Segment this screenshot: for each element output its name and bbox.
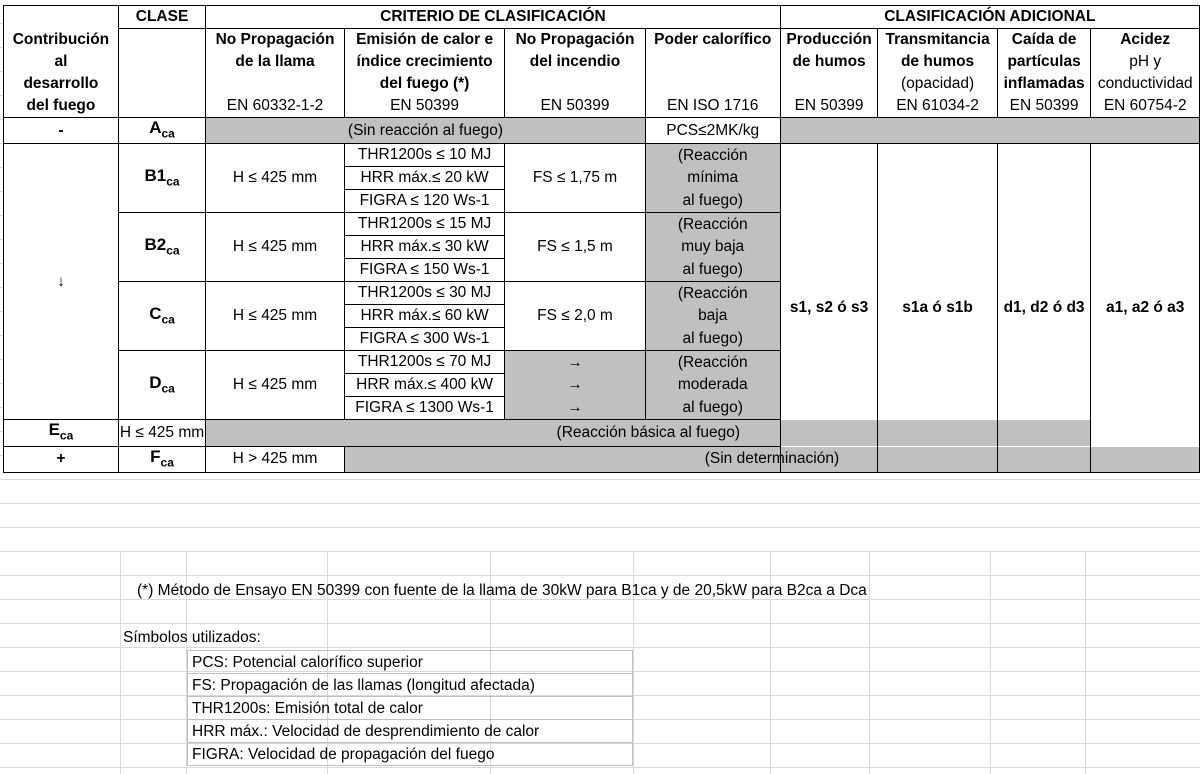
big-down-arrow-icon: ↓ (4, 144, 119, 420)
header-col-8-line-1: Acidez (1091, 29, 1200, 52)
norm-col-1: EN 60332-1-2 (206, 95, 345, 118)
norm-col-5: EN 50399 (780, 95, 878, 118)
b2ca-react-3: al fuego) (645, 259, 780, 282)
header-col-5-line-3 (780, 73, 878, 95)
b1ca-h: H ≤ 425 mm (206, 144, 345, 213)
eca-reaccion-basica: (Reacción básica al fuego) (206, 420, 1091, 446)
dca-figra: FIGRA ≤ 1300 Ws-1 (344, 397, 504, 420)
header-col-3-line-1: No Propagación (505, 29, 645, 52)
symbol-thr: THR1200s: Emisión total de calor (187, 697, 633, 720)
header-col-1-line-3 (206, 73, 345, 95)
cca-figra: FIGRA ≤ 300 Ws-1 (344, 328, 504, 351)
aca-sin-reaccion: (Sin reacción al fuego) (206, 118, 646, 144)
header-col-1-line-2: de la llama (206, 51, 345, 73)
dca-thr: THR1200s ≤ 70 MJ (344, 351, 504, 374)
header-col-4-line-3 (645, 73, 780, 95)
header-col-2-line-2: índice crecimiento (344, 51, 504, 73)
cca-hrr: HRR máx.≤ 60 kW (344, 305, 504, 328)
norm-col-8: EN 60754-2 (1091, 95, 1200, 118)
b2ca-thr: THR1200s ≤ 15 MJ (344, 213, 504, 236)
symbol-figra: FIGRA: Velocidad de propagación del fuego (187, 743, 633, 766)
b2ca-react-1: (Reacción (645, 213, 780, 236)
cca-h: H ≤ 425 mm (206, 282, 345, 351)
dca-react-3: al fuego) (645, 397, 780, 420)
header-col-3-line-2: del incendio (505, 51, 645, 73)
header-col-4-line-1: Poder calorífico (645, 29, 780, 52)
header-clase: CLASE (118, 6, 205, 29)
b2ca-fs: FS ≤ 1,5 m (505, 213, 645, 282)
cca-react-1: (Reacción (645, 282, 780, 305)
cca-react-3: al fuego) (645, 328, 780, 351)
cca-thr: THR1200s ≤ 30 MJ (344, 282, 504, 305)
header-col-8-line-3: conductividad (1091, 73, 1200, 95)
norm-col-4: EN ISO 1716 (645, 95, 780, 118)
header-col-3-line-3 (505, 73, 645, 95)
class-fca: $F_{ca}$ (118, 446, 205, 472)
header-col-1-line-1: No Propagación (206, 29, 345, 52)
classification-table (3, 5, 1200, 473)
dca-arrow-right-icon: → (505, 374, 645, 397)
grid-line (990, 552, 991, 774)
b1ca-figra: FIGRA ≤ 120 Ws-1 (344, 190, 504, 213)
dca-hrr: HRR máx.≤ 400 kW (344, 374, 504, 397)
header-adicional: CLASIFICACIÓN ADICIONAL (780, 6, 1199, 29)
header-col-4-line-2 (645, 51, 780, 73)
class-b2ca: $B2_{ca}$ (118, 213, 205, 282)
header-col-8-line-2: pH y (1091, 51, 1200, 73)
fca-h: H > 425 mm (206, 446, 345, 472)
header-col-7-line-2: partículas (997, 51, 1091, 73)
aca-additional-gray (780, 118, 1199, 144)
additional-opacidad: s1a ó s1b (878, 144, 997, 473)
dca-arrow-right-icon: → (505, 351, 645, 374)
class-dca: $D_{ca}$ (118, 351, 205, 420)
header-col-7-line-1: Caída de (997, 29, 1091, 52)
dca-react-2: moderada (645, 374, 780, 397)
header-contribucion-1: Contribución (4, 29, 119, 52)
cca-react-2: baja (645, 305, 780, 328)
header-col-5-line-1: Producción (780, 29, 878, 52)
norm-col-7: EN 50399 (997, 95, 1091, 118)
grid-line (869, 552, 870, 774)
b2ca-figra: FIGRA ≤ 150 Ws-1 (344, 259, 504, 282)
footnote: (*) Método de Ensayo EN 50399 con fuente de la llama de 30kW para B1ca y de 20,5kW para B2ca a Dca (137, 582, 867, 599)
header-col-2-line-1: Emisión de calor e (344, 29, 504, 52)
symbol-pcs: PCS: Potencial calorífico superior (187, 651, 633, 674)
contrib-minus: - (4, 118, 119, 144)
norm-col-2: EN 50399 (344, 95, 504, 118)
additional-acidez: a1, a2 ó a3 (1091, 144, 1200, 473)
b1ca-react-3: al fuego) (645, 190, 780, 213)
fca-sin-determinacion: (Sin determinación) (344, 446, 1199, 472)
header-col-2-line-3: del fuego (*) (344, 73, 504, 95)
b1ca-hrr: HRR máx.≤ 20 kW (344, 167, 504, 190)
symbol-fs: FS: Propagación de las llamas (longitud afectada) (187, 674, 633, 697)
header-contribucion-4: del fuego (4, 95, 119, 118)
b1ca-fs: FS ≤ 1,75 m (505, 144, 645, 213)
header-clase-blank (118, 29, 205, 52)
symbols-title: Símbolos utilizados: (123, 629, 261, 646)
b2ca-h: H ≤ 425 mm (206, 213, 345, 282)
header-contribucion-3: desarrollo (4, 73, 119, 95)
header-col-6-line-2: de humos (878, 51, 997, 73)
aca-pcs: PCS≤2MK/kg (645, 118, 780, 144)
norm-col-6: EN 61034-2 (878, 95, 997, 118)
dca-h: H ≤ 425 mm (206, 351, 345, 420)
b2ca-hrr: HRR máx.≤ 30 kW (344, 236, 504, 259)
dca-react-1: (Reacción (645, 351, 780, 374)
class-cca: $C_{ca}$ (118, 282, 205, 351)
class-eca: $E_{ca}$ (4, 420, 119, 446)
contrib-plus: + (4, 446, 119, 472)
header-col-7-line-3: inflamadas (997, 73, 1091, 95)
additional-humos: s1, s2 ó s3 (780, 144, 878, 473)
header-clase-blank (118, 95, 205, 118)
class-b1ca: $B1_{ca}$ (118, 144, 205, 213)
dca-arrow-right-icon: → (505, 397, 645, 420)
b1ca-thr: THR1200s ≤ 10 MJ (344, 144, 504, 167)
grid-line (1085, 552, 1086, 774)
additional-caida: d1, d2 ó d3 (997, 144, 1091, 473)
header-clase-blank (118, 51, 205, 73)
symbol-hrr: HRR máx.: Velocidad de desprendimiento de calor (187, 720, 633, 743)
eca-h: H ≤ 425 mm (118, 420, 205, 446)
header-contribucion-2: al (4, 51, 119, 73)
header-criterio: CRITERIO DE CLASIFICACIÓN (206, 6, 781, 29)
header-empty (4, 6, 119, 29)
norm-col-3: EN 50399 (505, 95, 645, 118)
header-col-5-line-2: de humos (780, 51, 878, 73)
b1ca-react-2: mínima (645, 167, 780, 190)
class-aca: $A_{ca}$ (118, 118, 205, 144)
cca-fs: FS ≤ 2,0 m (505, 282, 645, 351)
header-clase-blank (118, 73, 205, 95)
b2ca-react-2: muy baja (645, 236, 780, 259)
grid-line (120, 552, 121, 774)
header-col-6-line-1: Transmitancia (878, 29, 997, 52)
b1ca-react-1: (Reacción (645, 144, 780, 167)
header-col-6-line-3: (opacidad) (878, 73, 997, 95)
